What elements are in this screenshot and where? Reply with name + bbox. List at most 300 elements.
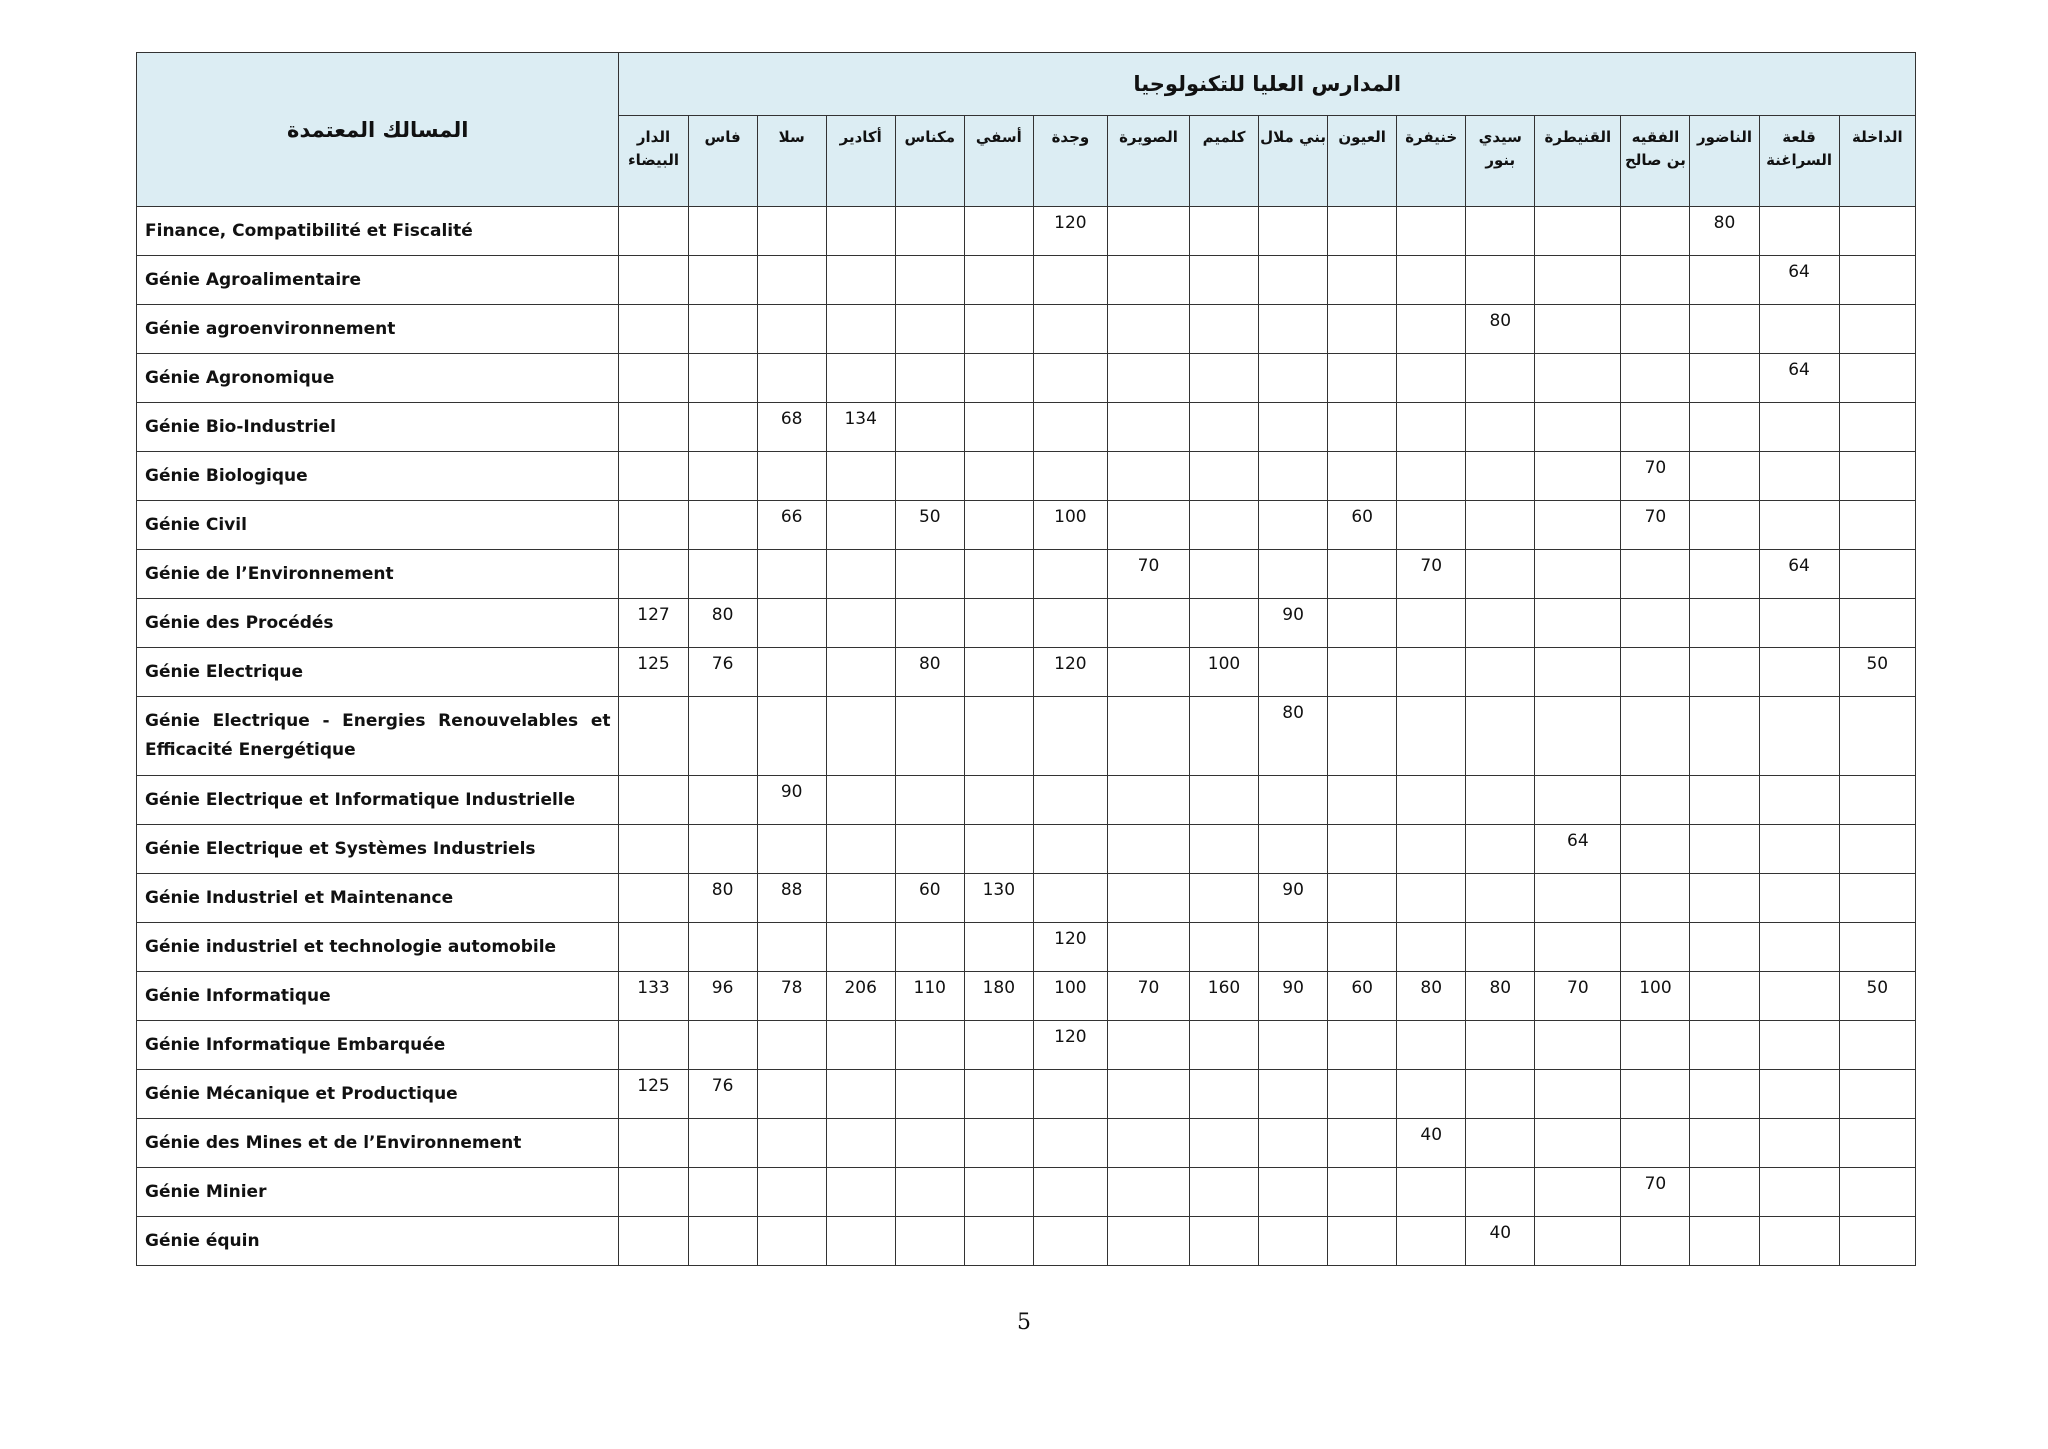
capacity-cell bbox=[1466, 1021, 1535, 1070]
capacity-cell: 180 bbox=[964, 972, 1033, 1021]
capacity-cell: 66 bbox=[757, 501, 826, 550]
capacity-cell bbox=[1397, 256, 1466, 305]
capacity-cell bbox=[1535, 256, 1621, 305]
capacity-cell bbox=[1759, 648, 1839, 697]
table-body bbox=[137, 207, 1916, 1266]
city-header: مكناس bbox=[895, 116, 964, 207]
capacity-cell bbox=[1621, 1070, 1690, 1119]
capacity-cell bbox=[757, 1119, 826, 1168]
capacity-cell bbox=[895, 1217, 964, 1266]
capacity-cell bbox=[1535, 1168, 1621, 1217]
capacity-cell bbox=[964, 1021, 1033, 1070]
capacity-cell bbox=[619, 1217, 688, 1266]
capacity-cell bbox=[895, 923, 964, 972]
capacity-cell bbox=[826, 776, 895, 825]
capacity-cell bbox=[1190, 305, 1259, 354]
capacity-cell bbox=[964, 697, 1033, 776]
capacity-cell bbox=[1107, 403, 1189, 452]
capacity-cell bbox=[826, 1070, 895, 1119]
capacity-cell bbox=[1107, 599, 1189, 648]
filiere-label: Génie Industriel et Maintenance bbox=[137, 874, 619, 923]
capacity-cell bbox=[688, 403, 757, 452]
capacity-cell bbox=[964, 599, 1033, 648]
city-header: الدار البيضاء bbox=[619, 116, 688, 207]
capacity-cell bbox=[1033, 550, 1107, 599]
capacity-cell: 125 bbox=[619, 648, 688, 697]
capacity-cell bbox=[688, 256, 757, 305]
capacity-cell bbox=[1107, 923, 1189, 972]
capacity-cell bbox=[1397, 1021, 1466, 1070]
capacity-cell bbox=[1190, 697, 1259, 776]
capacity-cell bbox=[1259, 776, 1328, 825]
capacity-cell bbox=[757, 354, 826, 403]
capacity-cell bbox=[1690, 1217, 1759, 1266]
capacity-cell bbox=[1033, 256, 1107, 305]
capacity-cell bbox=[1259, 1021, 1328, 1070]
capacity-cell bbox=[1328, 354, 1397, 403]
capacity-cell bbox=[1190, 1168, 1259, 1217]
capacity-cell bbox=[1535, 697, 1621, 776]
capacity-cell bbox=[1107, 501, 1189, 550]
capacity-cell bbox=[1190, 874, 1259, 923]
capacity-cell bbox=[619, 354, 688, 403]
capacity-cell: 50 bbox=[895, 501, 964, 550]
capacity-cell bbox=[1535, 305, 1621, 354]
capacity-cell: 60 bbox=[895, 874, 964, 923]
capacity-cell: 134 bbox=[826, 403, 895, 452]
capacity-cell: 120 bbox=[1033, 648, 1107, 697]
capacity-cell: 90 bbox=[757, 776, 826, 825]
capacity-cell bbox=[826, 1168, 895, 1217]
table-row bbox=[137, 1070, 1916, 1119]
capacity-cell bbox=[964, 923, 1033, 972]
capacity-cell bbox=[1328, 776, 1397, 825]
capacity-cell bbox=[1621, 354, 1690, 403]
capacity-cell bbox=[688, 1217, 757, 1266]
capacity-cell bbox=[1397, 207, 1466, 256]
capacity-cell bbox=[1466, 599, 1535, 648]
capacity-cell bbox=[1259, 403, 1328, 452]
capacity-cell bbox=[688, 776, 757, 825]
capacity-cell: 120 bbox=[1033, 923, 1107, 972]
capacity-cell bbox=[1397, 501, 1466, 550]
table-row bbox=[137, 874, 1916, 923]
table-row bbox=[137, 305, 1916, 354]
capacity-cell bbox=[1759, 1070, 1839, 1119]
capacity-cell: 130 bbox=[964, 874, 1033, 923]
capacity-cell bbox=[964, 305, 1033, 354]
capacity-cell bbox=[1535, 648, 1621, 697]
capacity-cell bbox=[1690, 354, 1759, 403]
filiere-label: Génie Minier bbox=[137, 1168, 619, 1217]
capacity-cell: 160 bbox=[1190, 972, 1259, 1021]
capacity-cell bbox=[1759, 207, 1839, 256]
city-header: وجدة bbox=[1033, 116, 1107, 207]
capacity-cell bbox=[1033, 1217, 1107, 1266]
capacity-cell bbox=[826, 452, 895, 501]
capacity-cell bbox=[1466, 776, 1535, 825]
capacity-cell bbox=[964, 452, 1033, 501]
capacity-cell bbox=[1759, 825, 1839, 874]
capacity-cell bbox=[1690, 1070, 1759, 1119]
capacity-cell bbox=[688, 354, 757, 403]
capacity-cell bbox=[757, 1070, 826, 1119]
capacity-cell bbox=[619, 1168, 688, 1217]
capacity-cell bbox=[1190, 1070, 1259, 1119]
filiere-label: Génie Electrique et Informatique Industrielle bbox=[137, 776, 619, 825]
capacity-cell: 64 bbox=[1759, 354, 1839, 403]
capacity-cell bbox=[1107, 1021, 1189, 1070]
capacity-cell bbox=[619, 825, 688, 874]
capacity-cell bbox=[964, 1217, 1033, 1266]
filiere-label: Génie agroenvironnement bbox=[137, 305, 619, 354]
capacity-cell: 78 bbox=[757, 972, 826, 1021]
capacity-cell bbox=[1535, 501, 1621, 550]
filiere-label: Génie des Mines et de l’Environnement bbox=[137, 1119, 619, 1168]
capacity-cell bbox=[895, 256, 964, 305]
city-header: قلعة السراغنة bbox=[1759, 116, 1839, 207]
capacity-cell bbox=[1621, 697, 1690, 776]
capacity-cell bbox=[1328, 550, 1397, 599]
capacity-cell bbox=[1033, 403, 1107, 452]
city-header: فاس bbox=[688, 116, 757, 207]
capacity-cell bbox=[1535, 354, 1621, 403]
capacity-cell bbox=[826, 648, 895, 697]
capacity-cell bbox=[895, 825, 964, 874]
header-row-top bbox=[137, 53, 1916, 116]
capacity-cell bbox=[1328, 305, 1397, 354]
capacity-cell: 80 bbox=[1690, 207, 1759, 256]
capacity-cell bbox=[619, 452, 688, 501]
capacity-cell bbox=[1190, 1119, 1259, 1168]
capacity-cell bbox=[964, 648, 1033, 697]
capacity-cell bbox=[1259, 825, 1328, 874]
capacity-cell: 120 bbox=[1033, 1021, 1107, 1070]
capacity-cell bbox=[1690, 452, 1759, 501]
filiere-label: Finance, Compatibilité et Fiscalité bbox=[137, 207, 619, 256]
capacity-cell bbox=[1259, 1119, 1328, 1168]
capacity-cell: 80 bbox=[1397, 972, 1466, 1021]
capacity-cell bbox=[964, 501, 1033, 550]
table-row bbox=[137, 1217, 1916, 1266]
capacity-cell bbox=[1190, 550, 1259, 599]
capacity-cell bbox=[826, 697, 895, 776]
capacity-cell bbox=[1759, 1119, 1839, 1168]
city-header: خنيفرة bbox=[1397, 116, 1466, 207]
capacity-cell bbox=[1259, 1168, 1328, 1217]
table-row bbox=[137, 550, 1916, 599]
city-header: العيون bbox=[1328, 116, 1397, 207]
capacity-cell: 90 bbox=[1259, 874, 1328, 923]
table-row bbox=[137, 1021, 1916, 1070]
capacity-cell bbox=[964, 1168, 1033, 1217]
capacity-cell: 40 bbox=[1466, 1217, 1535, 1266]
capacity-cell bbox=[1690, 923, 1759, 972]
capacity-cell bbox=[1690, 501, 1759, 550]
capacity-cell bbox=[1190, 207, 1259, 256]
capacity-cell bbox=[1759, 452, 1839, 501]
capacity-cell: 100 bbox=[1621, 972, 1690, 1021]
capacity-cell bbox=[1033, 1119, 1107, 1168]
capacity-cell: 70 bbox=[1621, 452, 1690, 501]
capacity-cell bbox=[1397, 825, 1466, 874]
capacity-cell bbox=[826, 1119, 895, 1168]
capacity-cell bbox=[1759, 972, 1839, 1021]
capacity-cell bbox=[1397, 923, 1466, 972]
capacity-cell bbox=[964, 354, 1033, 403]
filiere-label: Génie Electrique et Systèmes Industriels bbox=[137, 825, 619, 874]
capacity-cell bbox=[1466, 923, 1535, 972]
capacity-cell bbox=[1107, 1070, 1189, 1119]
capacity-cell bbox=[1328, 648, 1397, 697]
capacity-cell bbox=[619, 501, 688, 550]
capacity-cell: 50 bbox=[1839, 648, 1915, 697]
capacity-cell bbox=[1328, 1168, 1397, 1217]
capacity-cell bbox=[619, 874, 688, 923]
capacity-cell bbox=[619, 776, 688, 825]
capacity-cell bbox=[895, 599, 964, 648]
capacity-cell bbox=[757, 923, 826, 972]
city-header: الفقيه بن صالح bbox=[1621, 116, 1690, 207]
city-header: كلميم bbox=[1190, 116, 1259, 207]
capacity-cell bbox=[1259, 256, 1328, 305]
capacity-cell bbox=[1621, 825, 1690, 874]
city-header: الناضور bbox=[1690, 116, 1759, 207]
capacity-cell bbox=[757, 550, 826, 599]
capacity-cell bbox=[964, 1119, 1033, 1168]
table-row bbox=[137, 452, 1916, 501]
capacity-cell bbox=[1107, 305, 1189, 354]
filiere-label: Génie Electrique - Energies Renouvelables et Efficacité Energétique bbox=[137, 697, 619, 776]
capacity-cell: 133 bbox=[619, 972, 688, 1021]
capacity-cell bbox=[1690, 648, 1759, 697]
capacity-cell bbox=[1839, 452, 1915, 501]
page-number: 5 bbox=[1017, 1310, 1031, 1335]
capacity-cell bbox=[1466, 354, 1535, 403]
capacity-cell bbox=[964, 550, 1033, 599]
capacity-cell bbox=[1190, 403, 1259, 452]
capacity-cell bbox=[1535, 452, 1621, 501]
capacity-cell bbox=[1535, 1021, 1621, 1070]
capacity-cell bbox=[1690, 403, 1759, 452]
capacity-cell bbox=[826, 874, 895, 923]
capacity-cell bbox=[1466, 452, 1535, 501]
capacity-cell bbox=[1839, 501, 1915, 550]
capacity-cell bbox=[1690, 972, 1759, 1021]
capacity-cell bbox=[895, 1070, 964, 1119]
capacity-cell bbox=[1839, 697, 1915, 776]
capacity-cell bbox=[1190, 452, 1259, 501]
capacity-cell: 127 bbox=[619, 599, 688, 648]
capacity-cell bbox=[1190, 256, 1259, 305]
capacity-cell bbox=[757, 207, 826, 256]
filiere-label: Génie des Procédés bbox=[137, 599, 619, 648]
capacity-cell bbox=[964, 207, 1033, 256]
capacity-cell: 70 bbox=[1535, 972, 1621, 1021]
capacity-cell bbox=[826, 207, 895, 256]
capacity-cell bbox=[1466, 550, 1535, 599]
capacity-cell bbox=[619, 1021, 688, 1070]
table-row bbox=[137, 256, 1916, 305]
capacity-cell bbox=[1839, 403, 1915, 452]
capacity-cell bbox=[1033, 825, 1107, 874]
capacity-cell: 100 bbox=[1190, 648, 1259, 697]
capacity-cell bbox=[1621, 599, 1690, 648]
capacity-cell bbox=[1033, 697, 1107, 776]
capacity-cell bbox=[1839, 825, 1915, 874]
capacity-cell bbox=[826, 305, 895, 354]
capacity-cell bbox=[826, 256, 895, 305]
capacity-cell bbox=[1328, 923, 1397, 972]
capacity-cell bbox=[1328, 256, 1397, 305]
capacity-cell bbox=[1839, 1070, 1915, 1119]
capacity-cell bbox=[1190, 1217, 1259, 1266]
table-row bbox=[137, 972, 1916, 1021]
capacity-cell bbox=[1535, 923, 1621, 972]
capacity-cell bbox=[619, 923, 688, 972]
capacity-cell bbox=[964, 256, 1033, 305]
capacity-cell bbox=[1397, 403, 1466, 452]
capacity-cell bbox=[826, 599, 895, 648]
filiere-label: Génie Informatique bbox=[137, 972, 619, 1021]
capacity-cell bbox=[1259, 501, 1328, 550]
capacity-cell bbox=[826, 354, 895, 403]
capacity-cell bbox=[1621, 256, 1690, 305]
capacity-cell bbox=[619, 305, 688, 354]
schools-header: المدارس العليا للتكنولوجيا bbox=[619, 53, 1916, 116]
capacity-cell bbox=[1535, 776, 1621, 825]
capacity-cell bbox=[1397, 354, 1466, 403]
capacity-cell bbox=[1397, 648, 1466, 697]
capacity-cell bbox=[1190, 825, 1259, 874]
capacity-cell bbox=[826, 1021, 895, 1070]
capacity-cell bbox=[895, 1168, 964, 1217]
capacity-cell bbox=[1107, 776, 1189, 825]
capacity-cell bbox=[1033, 354, 1107, 403]
filiere-label: Génie de l’Environnement bbox=[137, 550, 619, 599]
capacity-cell: 100 bbox=[1033, 501, 1107, 550]
capacity-cell bbox=[1621, 923, 1690, 972]
capacity-cell bbox=[1621, 1119, 1690, 1168]
city-header: الصويرة bbox=[1107, 116, 1189, 207]
city-header: أسفي bbox=[964, 116, 1033, 207]
capacity-cell: 70 bbox=[1107, 972, 1189, 1021]
capacity-cell bbox=[1397, 599, 1466, 648]
table-row bbox=[137, 403, 1916, 452]
capacity-cell bbox=[895, 1021, 964, 1070]
capacity-cell: 40 bbox=[1397, 1119, 1466, 1168]
capacity-cell bbox=[1535, 403, 1621, 452]
capacity-cell bbox=[1466, 874, 1535, 923]
capacity-cell bbox=[1259, 550, 1328, 599]
table-row bbox=[137, 354, 1916, 403]
capacity-cell: 125 bbox=[619, 1070, 688, 1119]
capacity-cell bbox=[1328, 452, 1397, 501]
capacity-cell: 50 bbox=[1839, 972, 1915, 1021]
capacity-cell bbox=[1759, 697, 1839, 776]
capacity-cell: 70 bbox=[1621, 501, 1690, 550]
table-row bbox=[137, 501, 1916, 550]
capacity-cell bbox=[1107, 256, 1189, 305]
capacity-cell bbox=[757, 825, 826, 874]
capacity-cell bbox=[1190, 354, 1259, 403]
capacity-cell: 80 bbox=[688, 874, 757, 923]
capacity-cell bbox=[1259, 207, 1328, 256]
capacity-cell bbox=[895, 550, 964, 599]
capacity-cell bbox=[1190, 501, 1259, 550]
capacity-cell bbox=[619, 1119, 688, 1168]
capacity-cell bbox=[1690, 697, 1759, 776]
capacity-cell bbox=[1621, 305, 1690, 354]
capacity-cell bbox=[1535, 550, 1621, 599]
capacity-cell bbox=[757, 599, 826, 648]
capacity-cell bbox=[826, 1217, 895, 1266]
capacity-cell: 90 bbox=[1259, 599, 1328, 648]
capacity-cell bbox=[757, 1021, 826, 1070]
capacity-cell bbox=[1033, 776, 1107, 825]
capacity-cell bbox=[757, 1168, 826, 1217]
capacity-cell bbox=[1033, 874, 1107, 923]
capacity-cell bbox=[688, 825, 757, 874]
filiere-label: Génie Bio-Industriel bbox=[137, 403, 619, 452]
capacity-cell bbox=[826, 501, 895, 550]
table-row bbox=[137, 1119, 1916, 1168]
capacity-cell bbox=[757, 256, 826, 305]
capacity-cell bbox=[1328, 1021, 1397, 1070]
capacity-cell bbox=[1033, 1070, 1107, 1119]
capacity-cell: 80 bbox=[1259, 697, 1328, 776]
capacity-cell bbox=[1107, 1217, 1189, 1266]
capacity-cell bbox=[1107, 1168, 1189, 1217]
capacity-cell bbox=[688, 923, 757, 972]
capacity-cell bbox=[1466, 403, 1535, 452]
capacity-cell bbox=[1839, 354, 1915, 403]
capacity-cell bbox=[1535, 1119, 1621, 1168]
capacity-cell: 88 bbox=[757, 874, 826, 923]
capacity-cell: 70 bbox=[1621, 1168, 1690, 1217]
capacity-cell bbox=[1328, 1070, 1397, 1119]
capacity-cell bbox=[1107, 697, 1189, 776]
filiere-label: Génie Informatique Embarquée bbox=[137, 1021, 619, 1070]
capacity-cell bbox=[757, 1217, 826, 1266]
capacity-cell bbox=[1397, 305, 1466, 354]
capacity-cell bbox=[1535, 1217, 1621, 1266]
city-header: سيدي بنور bbox=[1466, 116, 1535, 207]
capacity-cell bbox=[1839, 599, 1915, 648]
capacity-cell bbox=[1466, 1168, 1535, 1217]
capacity-cell bbox=[826, 825, 895, 874]
capacity-cell bbox=[1466, 207, 1535, 256]
capacity-cell bbox=[1466, 256, 1535, 305]
capacity-cell bbox=[757, 648, 826, 697]
capacity-cell bbox=[1690, 825, 1759, 874]
capacity-cell: 64 bbox=[1759, 550, 1839, 599]
table-row bbox=[137, 1168, 1916, 1217]
capacity-cell: 206 bbox=[826, 972, 895, 1021]
capacity-cell bbox=[1690, 256, 1759, 305]
capacity-cell bbox=[1839, 874, 1915, 923]
table-row bbox=[137, 599, 1916, 648]
capacity-cell bbox=[895, 697, 964, 776]
capacity-cell bbox=[757, 305, 826, 354]
capacity-cell bbox=[1397, 452, 1466, 501]
capacity-cell bbox=[1466, 1119, 1535, 1168]
capacity-cell bbox=[1107, 1119, 1189, 1168]
capacity-cell bbox=[1535, 207, 1621, 256]
capacity-cell bbox=[1259, 305, 1328, 354]
capacity-cell bbox=[1397, 697, 1466, 776]
filiere-label: Génie Civil bbox=[137, 501, 619, 550]
